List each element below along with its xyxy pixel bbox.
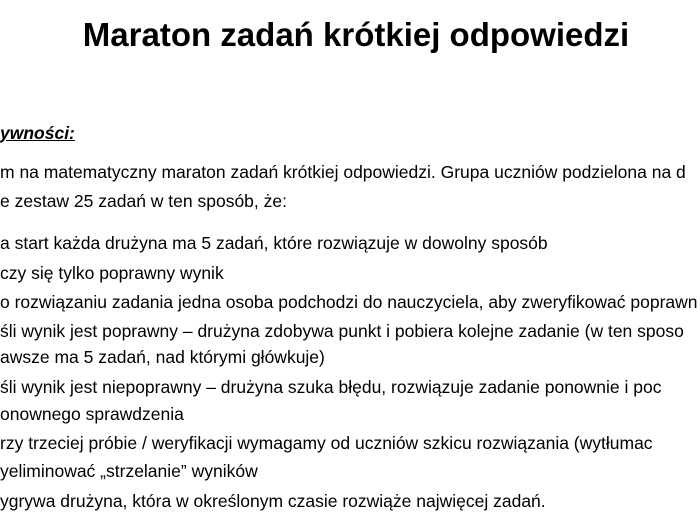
rule-line-7: ygrywa drużyna, która w określonym czasie rozwiąże najwięcej zadań. <box>0 491 546 511</box>
rule-line-5-continued: onownego sprawdzenia <box>0 404 184 424</box>
rule-line-5: śli wynik jest niepoprawny – drużyna szuka błędu, rozwiązuje zadanie ponownie i poc <box>0 377 662 397</box>
slide-title: Maraton zadań krótkiej odpowiedzi <box>82 16 630 53</box>
rule-line-2: czy się tylko poprawny wynik <box>0 263 224 283</box>
rule-line-1: a start każda drużyna ma 5 zadań, które rozwiązuje w dowolny sposób <box>0 233 548 253</box>
rule-line-6: rzy trzeciej próbie / weryfikacji wymagamy od uczniów szkicu rozwiązania (wytłumac <box>0 433 653 453</box>
rule-line-3: o rozwiązaniu zadania jedna osoba podchodzi do nauczyciela, aby zweryfikować poprawn <box>0 292 698 312</box>
intro-line-2: e zestaw 25 zadań w ten sposób, że: <box>0 191 287 211</box>
rule-line-4-continued: awsze ma 5 zadań, nad którymi główkuje) <box>0 347 325 367</box>
rule-line-6-continued: yeliminować „strzelanie” wyników <box>0 461 258 481</box>
section-heading: ywności: <box>0 123 75 143</box>
intro-line-1: m na matematyczny maraton zadań krótkiej odpowiedzi. Grupa uczniów podzielona na d <box>0 162 686 182</box>
rule-line-4: śli wynik jest poprawny – drużyna zdobywa punkt i pobiera kolejne zadanie (w ten sposo <box>0 321 684 341</box>
